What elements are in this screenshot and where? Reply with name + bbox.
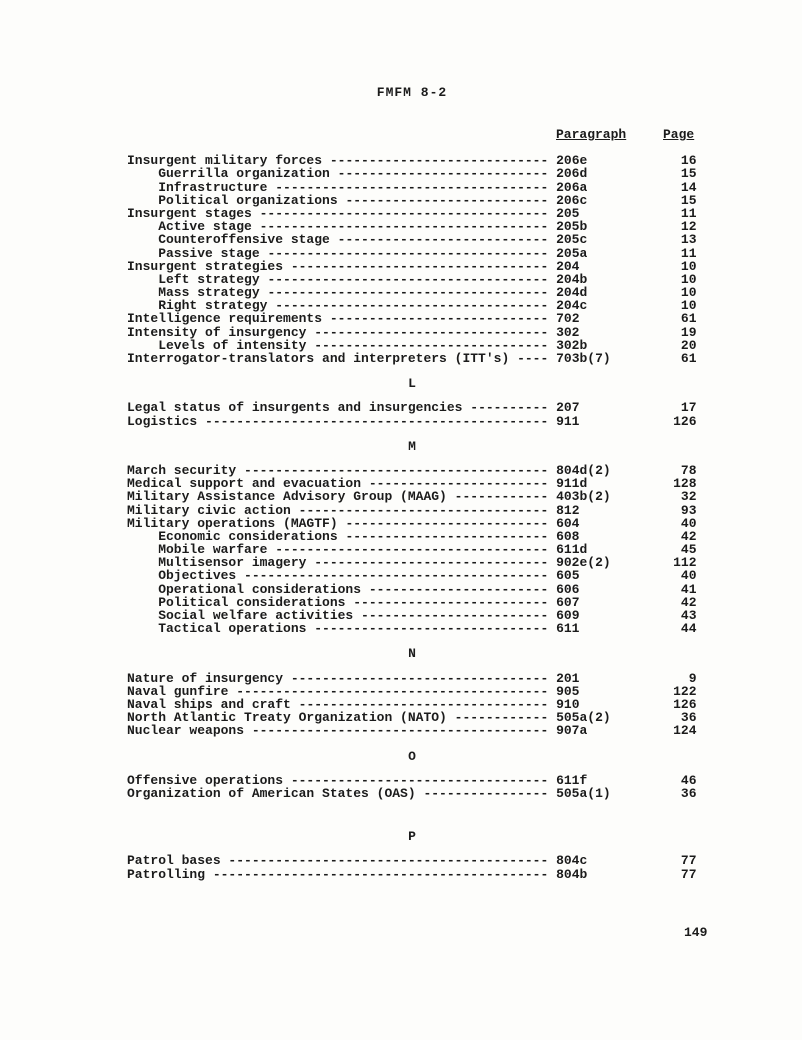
entry-title: Organization of American States (OAS) — [127, 785, 424, 801]
entry-dash-leader: ------------------------ — [361, 608, 557, 624]
index-entry — [127, 415, 697, 428]
entry-paragraph: 606 — [556, 581, 658, 597]
entry-title: Levels of intensity — [127, 337, 315, 353]
entry-page: 46 — [657, 772, 697, 788]
entry-title: Nuclear weapons — [127, 723, 252, 739]
entry-paragraph: 206a — [556, 179, 658, 195]
entry-dash-leader: ------------------------------------ — [267, 245, 557, 261]
entry-dash-leader: -------------------------------------------- — [205, 413, 557, 429]
entry-dash-leader: ------------------------------------- — [259, 205, 557, 221]
entry-page: 126 — [657, 413, 697, 429]
entry-title: Left strategy — [127, 271, 268, 287]
entry-paragraph: 907a — [556, 723, 658, 739]
entry-dash-leader: --------------------------------- — [290, 670, 557, 686]
entry-paragraph: 205 — [556, 205, 658, 221]
entry-page: 9 — [657, 670, 697, 686]
entry-dash-leader: --------------------------- — [337, 232, 557, 248]
section-letter: N — [408, 646, 416, 662]
entry-dash-leader: ---------- — [470, 400, 557, 416]
entry-dash-leader: --------------------------------- — [290, 772, 557, 788]
index-section — [127, 154, 697, 365]
entry-dash-leader: ----------------------- — [368, 476, 557, 492]
entry-dash-leader: ---------------------------------------- — [236, 683, 557, 699]
entry-page: 15 — [657, 192, 697, 208]
entry-paragraph: 611f — [556, 772, 658, 788]
entry-dash-leader: ----------------------- — [368, 581, 557, 597]
entry-paragraph: 911 — [556, 413, 658, 429]
entry-paragraph: 911d — [556, 476, 658, 492]
entry-title: Right strategy — [127, 298, 276, 314]
section-entries — [127, 854, 697, 880]
entry-title: Infrastructure — [127, 179, 276, 195]
entry-page: 126 — [657, 697, 697, 712]
entry-title: Legal status of insurgents and insurgencies — [127, 400, 471, 416]
entry-page: 45 — [657, 542, 697, 558]
entry-page: 20 — [657, 337, 697, 353]
entry-title: Objectives — [127, 568, 245, 584]
section-letter: M — [408, 438, 416, 454]
entry-paragraph: 302b — [556, 337, 658, 353]
entry-paragraph: 204c — [556, 298, 658, 314]
entry-title: Naval gunfire — [127, 683, 237, 699]
entry-dash-leader: ---------------------------- — [329, 153, 557, 169]
entry-page: 16 — [657, 153, 697, 169]
entry-dash-leader: ------------------------------------ — [267, 271, 557, 287]
index-section — [127, 750, 697, 801]
index-entry — [127, 724, 697, 737]
entry-paragraph: 611d — [556, 542, 658, 558]
entry-paragraph: 205c — [556, 232, 658, 248]
document-header: FMFM 8-2 — [376, 85, 448, 100]
entry-page: 43 — [657, 608, 697, 624]
entry-title: Intelligence requirements — [127, 311, 330, 327]
entry-page: 11 — [657, 205, 697, 221]
entry-paragraph: 607 — [556, 594, 658, 610]
entry-page: 41 — [657, 581, 697, 597]
page-number: 149 — [684, 925, 708, 940]
index-entry — [127, 868, 697, 881]
entry-title: Medical support and evacuation — [127, 476, 369, 492]
entry-paragraph: 804c — [556, 853, 658, 869]
entry-dash-leader: --------------------------------------- — [244, 568, 557, 584]
section-entries — [127, 774, 697, 800]
entry-paragraph: 804d(2) — [556, 462, 658, 478]
entry-paragraph: 608 — [556, 528, 658, 544]
entry-paragraph: 302 — [556, 324, 658, 340]
entry-paragraph: 611 — [556, 621, 658, 637]
column-headers — [127, 128, 697, 142]
entry-dash-leader: ------------------------------ — [314, 621, 557, 637]
entry-title: Naval ships and craft — [127, 697, 299, 712]
entry-title: Passive stage — [127, 245, 268, 261]
entry-dash-leader: -------------------------- — [345, 192, 557, 208]
index-section — [127, 440, 697, 636]
entry-title: Intensity of insurgency — [127, 324, 315, 340]
entry-title: Political considerations — [127, 594, 354, 610]
entry-page: 11 — [657, 245, 697, 261]
section-letter: L — [408, 376, 416, 392]
entry-page: 112 — [657, 555, 697, 571]
entry-paragraph: 204 — [556, 258, 658, 274]
entry-paragraph: 910 — [556, 697, 658, 712]
entry-dash-leader: -------------------------- — [345, 515, 557, 531]
entry-dash-leader: ------------------------------------- — [259, 219, 557, 235]
entry-title: Nature of insurgency — [127, 670, 291, 686]
entry-paragraph: 206c — [556, 192, 658, 208]
entry-paragraph: 205a — [556, 245, 658, 261]
entry-dash-leader: ---------------------------- — [329, 311, 557, 327]
entry-dash-leader: --------------------------- — [337, 166, 557, 182]
entry-dash-leader: -------------------------------------- — [251, 723, 557, 739]
entry-paragraph: 204b — [556, 271, 658, 287]
entry-paragraph: 505a(1) — [556, 785, 658, 801]
entry-title: Social welfare activities — [127, 608, 362, 624]
entry-paragraph: 201 — [556, 670, 658, 686]
entry-paragraph: 812 — [556, 502, 658, 518]
entry-paragraph: 403b(2) — [556, 489, 658, 505]
entry-dash-leader: -------------------------------- — [298, 697, 557, 712]
index-content — [127, 86, 697, 881]
index-sections — [127, 154, 697, 881]
entry-paragraph: 205b — [556, 219, 658, 235]
entry-title: Military operations (MAGTF) — [127, 515, 346, 531]
page-column-header: Page — [663, 127, 695, 143]
entry-paragraph: 505a(2) — [556, 710, 658, 726]
entry-page: 44 — [657, 621, 697, 637]
entry-dash-leader: ------------------------------ — [314, 337, 557, 353]
section-letter: P — [408, 829, 416, 845]
entry-page: 17 — [657, 400, 697, 416]
entry-title: Patrolling — [127, 866, 213, 882]
entry-page: 77 — [657, 853, 697, 869]
entry-dash-leader: -------------------------- — [345, 528, 557, 544]
entry-paragraph: 204d — [556, 285, 658, 301]
entry-page: 10 — [657, 298, 697, 314]
entry-dash-leader: --------------------------------- — [290, 258, 557, 274]
entry-dash-leader: --------------------------------------- — [244, 462, 557, 478]
section-entries — [127, 401, 697, 427]
entry-title: Multisensor imagery — [127, 555, 315, 571]
entry-paragraph: 206d — [556, 166, 658, 182]
section-entries — [127, 154, 697, 365]
entry-page: 42 — [657, 594, 697, 610]
entry-title: Military Assistance Advisory Group (MAAG) — [127, 489, 455, 505]
index-section — [127, 377, 697, 428]
entry-dash-leader: ----------------------------------------- — [228, 853, 557, 869]
entry-dash-leader: ------------ — [454, 489, 557, 505]
entry-dash-leader: ------------ — [454, 710, 557, 726]
entry-title: Political organizations — [127, 192, 346, 208]
index-entry — [127, 352, 697, 365]
entry-title: Counteroffensive stage — [127, 232, 338, 248]
entry-title: Active stage — [127, 219, 260, 235]
index-entry — [127, 622, 697, 635]
entry-dash-leader: ----------------------------------- — [275, 298, 557, 314]
entry-title: March security — [127, 462, 245, 478]
entry-page: 10 — [657, 258, 697, 274]
entry-title: Mass strategy — [127, 285, 268, 301]
entry-page: 42 — [657, 528, 697, 544]
entry-dash-leader: ----------------------------------- — [275, 179, 557, 195]
entry-dash-leader: ------------------------- — [353, 594, 557, 610]
entry-dash-leader: ------------------------------ — [314, 324, 557, 340]
entry-paragraph: 902e(2) — [556, 555, 658, 571]
index-section — [127, 830, 697, 881]
entry-paragraph: 804b — [556, 866, 658, 882]
entry-title: Tactical operations — [127, 621, 315, 637]
entry-page: 10 — [657, 285, 697, 301]
entry-paragraph: 604 — [556, 515, 658, 531]
section-letter: O — [408, 748, 416, 764]
entry-dash-leader: ------------------------------------ — [267, 285, 557, 301]
entry-paragraph: 206e — [556, 153, 658, 169]
entry-page: 36 — [657, 785, 697, 801]
entry-page: 124 — [657, 723, 697, 739]
entry-page: 40 — [657, 568, 697, 584]
entry-page: 15 — [657, 166, 697, 182]
entry-title: North Atlantic Treaty Organization (NATO) — [127, 710, 455, 726]
entry-title: Military civic action — [127, 502, 299, 518]
entry-dash-leader: ------------------------------ — [314, 555, 557, 571]
entry-paragraph: 702 — [556, 311, 658, 327]
entry-dash-leader: ------------------------------------------- — [212, 866, 557, 882]
entry-title: Patrol bases — [127, 853, 229, 869]
entry-paragraph: 609 — [556, 608, 658, 624]
entry-page: 61 — [657, 351, 697, 367]
entry-title: Economic considerations — [127, 528, 346, 544]
entry-paragraph: 605 — [556, 568, 658, 584]
entry-dash-leader: ---- — [517, 351, 557, 367]
entry-page: 32 — [657, 489, 697, 505]
entry-page: 77 — [657, 866, 697, 882]
entry-paragraph: 207 — [556, 400, 658, 416]
entry-page: 13 — [657, 232, 697, 248]
index-entry — [127, 787, 697, 800]
entry-page: 14 — [657, 179, 697, 195]
entry-title: Offensive operations — [127, 772, 291, 788]
entry-page: 36 — [657, 710, 697, 726]
entry-paragraph: 703b(7) — [556, 351, 658, 367]
entry-page: 122 — [657, 683, 697, 699]
paragraph-column-header: Paragraph — [556, 127, 627, 143]
entry-title: Insurgent military forces — [127, 153, 330, 169]
entry-page: 93 — [657, 502, 697, 518]
entry-page: 128 — [657, 476, 697, 492]
index-section — [127, 647, 697, 737]
entry-page: 10 — [657, 271, 697, 287]
entry-page: 78 — [657, 462, 697, 478]
entry-dash-leader: ---------------- — [423, 785, 557, 801]
entry-paragraph: 905 — [556, 683, 658, 699]
entry-page: 61 — [657, 311, 697, 327]
entry-title: Interrogator-translators and interpreters (ITT's) — [127, 351, 518, 367]
entry-title: Logistics — [127, 413, 206, 429]
entry-title: Mobile warfare — [127, 542, 276, 558]
entry-dash-leader: -------------------------------- — [298, 502, 557, 518]
entry-dash-leader: ----------------------------------- — [275, 542, 557, 558]
entry-title: Insurgent strategies — [127, 258, 291, 274]
entry-title: Guerrilla organization — [127, 166, 338, 182]
entry-page: 12 — [657, 219, 697, 235]
entry-page: 40 — [657, 515, 697, 531]
entry-title: Insurgent stages — [127, 205, 260, 221]
entry-page: 19 — [657, 324, 697, 340]
entry-title: Operational considerations — [127, 581, 369, 597]
section-entries — [127, 672, 697, 738]
section-entries — [127, 464, 697, 635]
